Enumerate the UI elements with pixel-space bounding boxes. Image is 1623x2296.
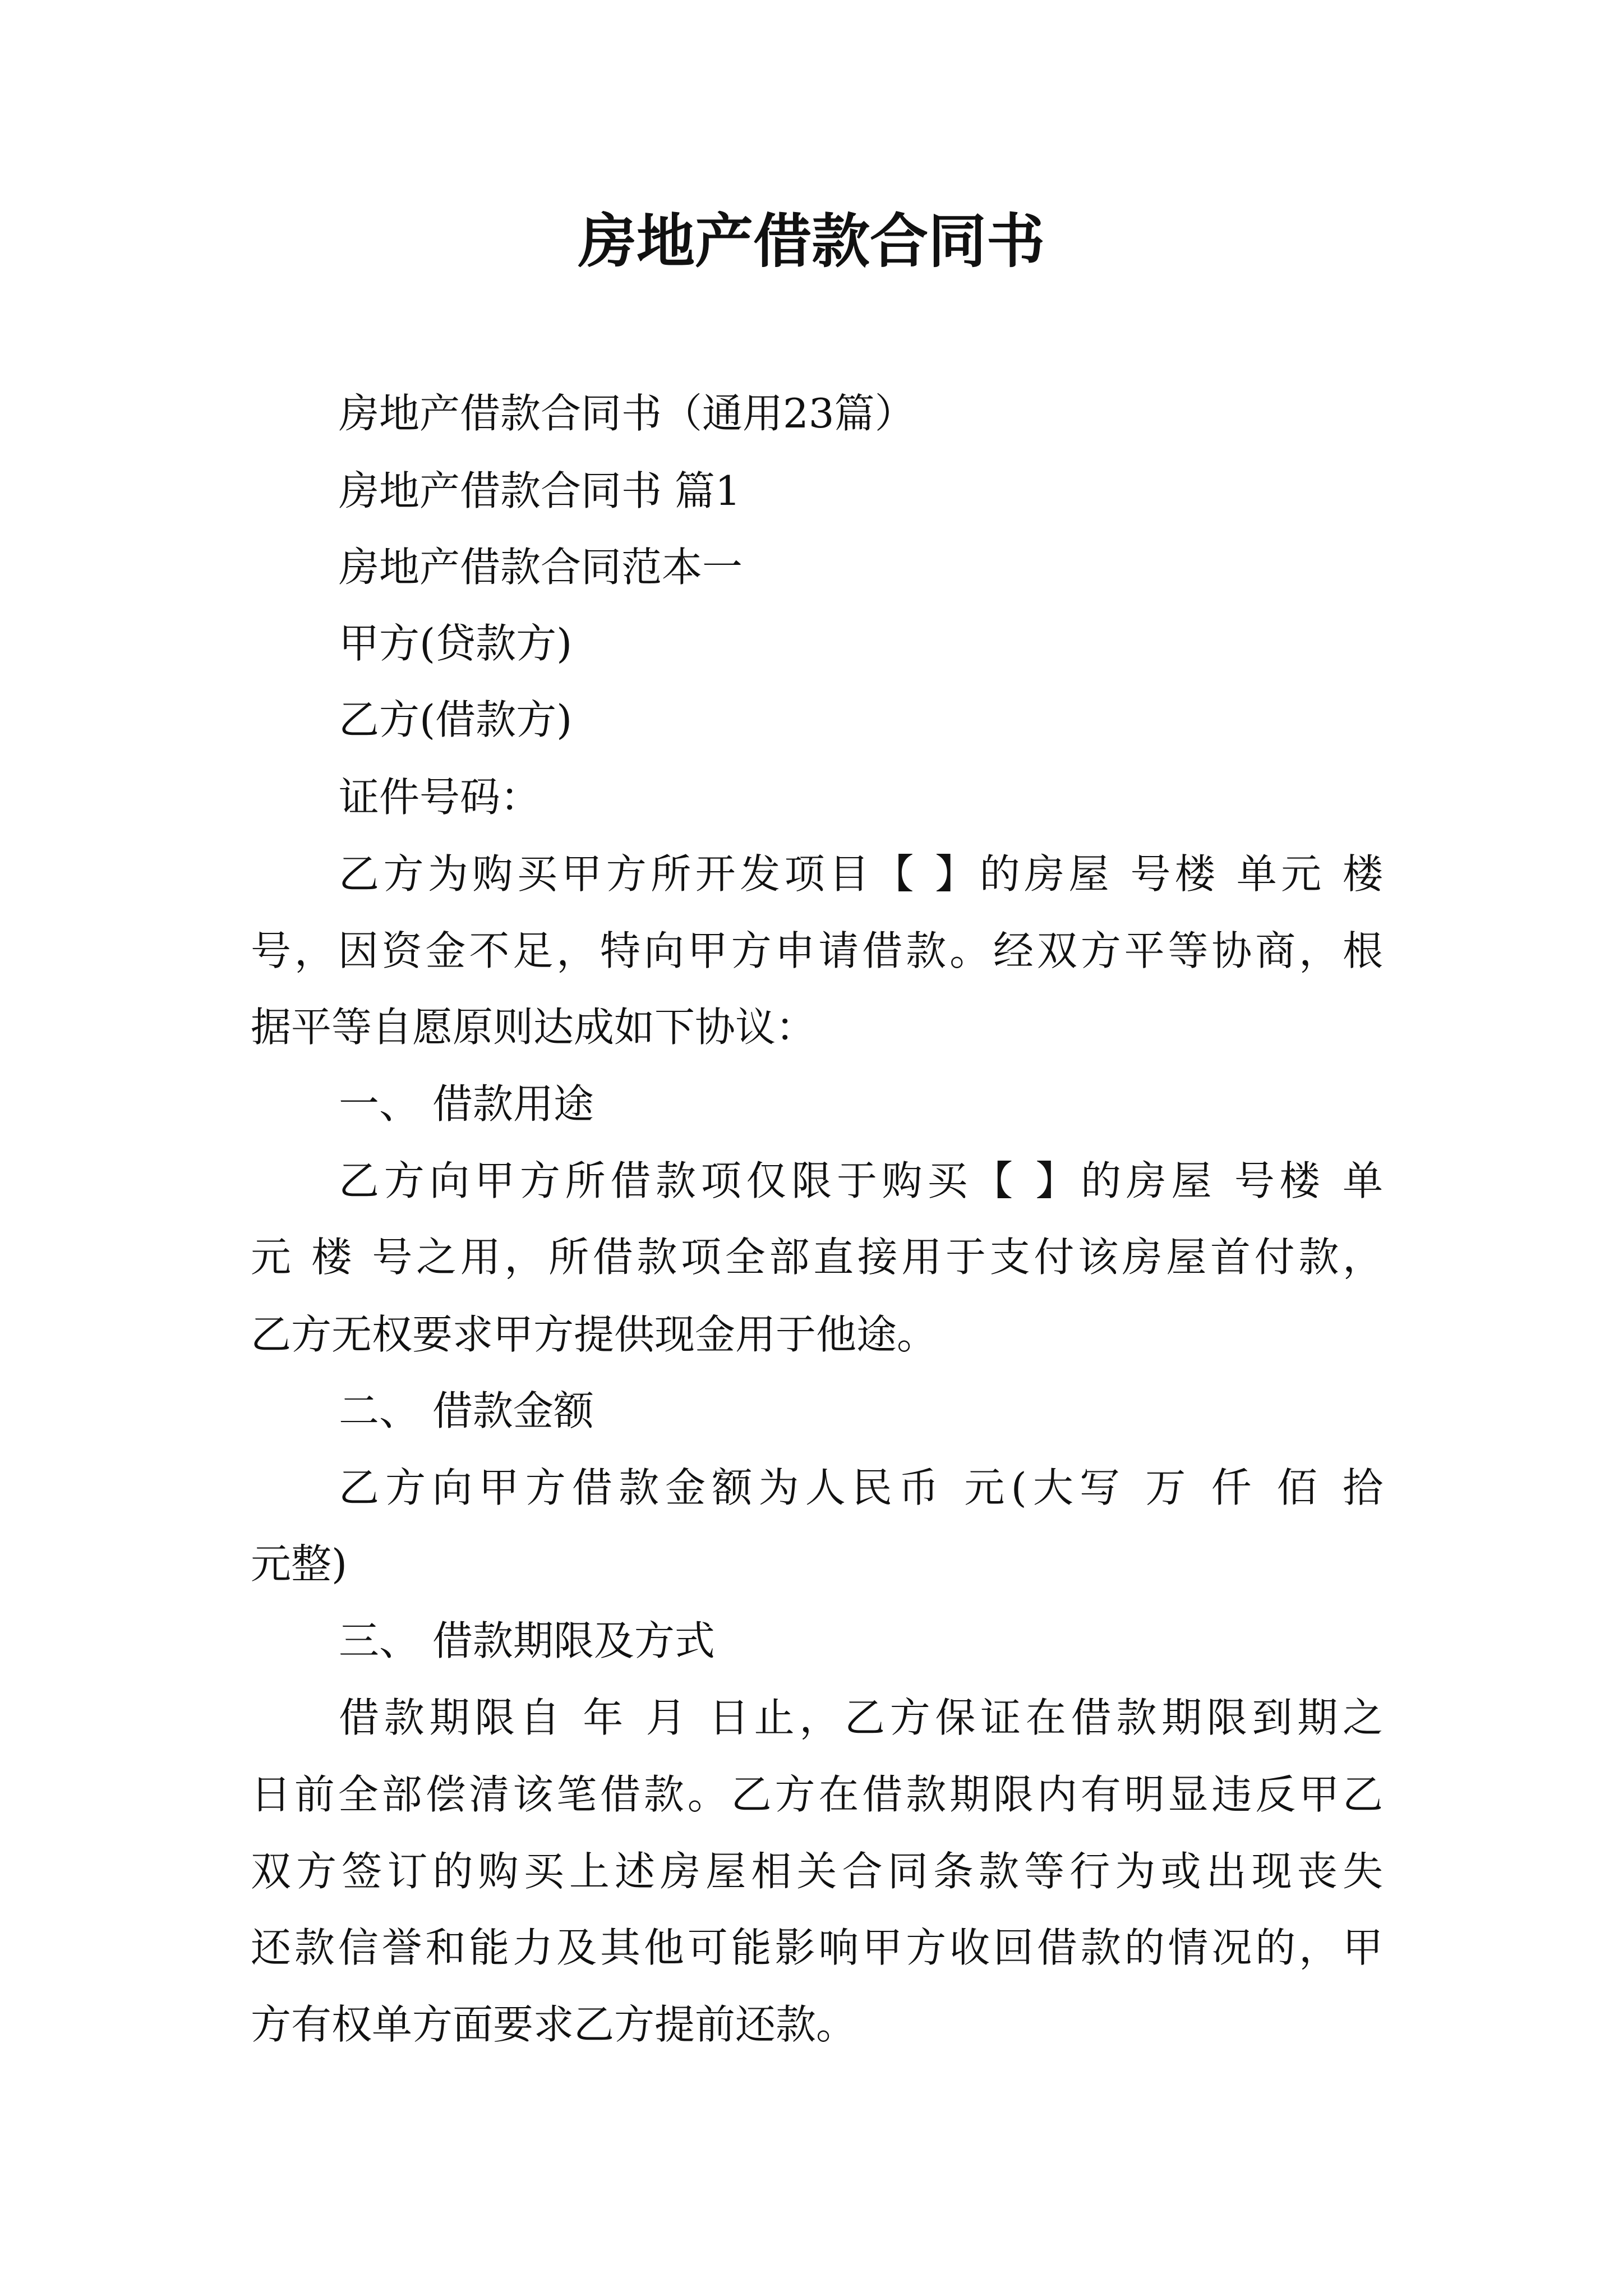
loan-amount-line: 乙方向甲方借款金额为人民币 元(大写 万 仟 佰 拾 <box>339 1464 1383 1511</box>
preamble-line: 号，因资金不足，特向甲方申请借款。经双方平等协商，根 <box>251 927 1383 974</box>
section-heading: 一、 借款用途 <box>339 1080 594 1128</box>
collection-heading: 房地产借款合同书（通用23篇） <box>339 390 915 437</box>
template-heading: 房地产借款合同范本一 <box>339 544 743 591</box>
loan-purpose-line: 乙方向甲方所借款项仅限于购买【 】的房屋 号楼 单 <box>339 1157 1383 1204</box>
chapter-heading: 房地产借款合同书 篇1 <box>339 467 741 514</box>
section-heading: 二、 借款金额 <box>339 1387 594 1434</box>
loan-amount-line: 元整) <box>251 1540 348 1588</box>
preamble-line: 乙方为购买甲方所开发项目【 】的房屋 号楼 单元 楼 <box>339 850 1383 898</box>
loan-term-line: 借款期限自 年 月 日止，乙方保证在借款期限到期之 <box>339 1694 1383 1741</box>
loan-term-line: 方有权单方面要求乙方提前还款。 <box>251 2001 857 2048</box>
party-b-label: 乙方(借款方) <box>339 696 573 743</box>
loan-purpose-line: 乙方无权要求甲方提供现金用于他途。 <box>251 1311 938 1358</box>
loan-purpose-line: 元 楼 号之用，所借款项全部直接用于支付该房屋首付款， <box>251 1234 1383 1281</box>
section-heading: 三、 借款期限及方式 <box>339 1617 715 1664</box>
id-number-label: 证件号码： <box>339 774 541 821</box>
preamble-line: 据平等自愿原则达成如下协议： <box>251 1004 817 1051</box>
party-a-label: 甲方(贷款方) <box>339 620 573 667</box>
document-title: 房地产借款合同书 <box>578 206 1045 275</box>
loan-term-line: 还款信誉和能力及其他可能影响甲方收回借款的情况的，甲 <box>251 1924 1383 1971</box>
loan-term-line: 日前全部偿清该笔借款。乙方在借款期限内有明显违反甲乙 <box>251 1771 1383 1818</box>
loan-term-line: 双方签订的购买上述房屋相关合同条款等行为或出现丧失 <box>251 1848 1383 1895</box>
